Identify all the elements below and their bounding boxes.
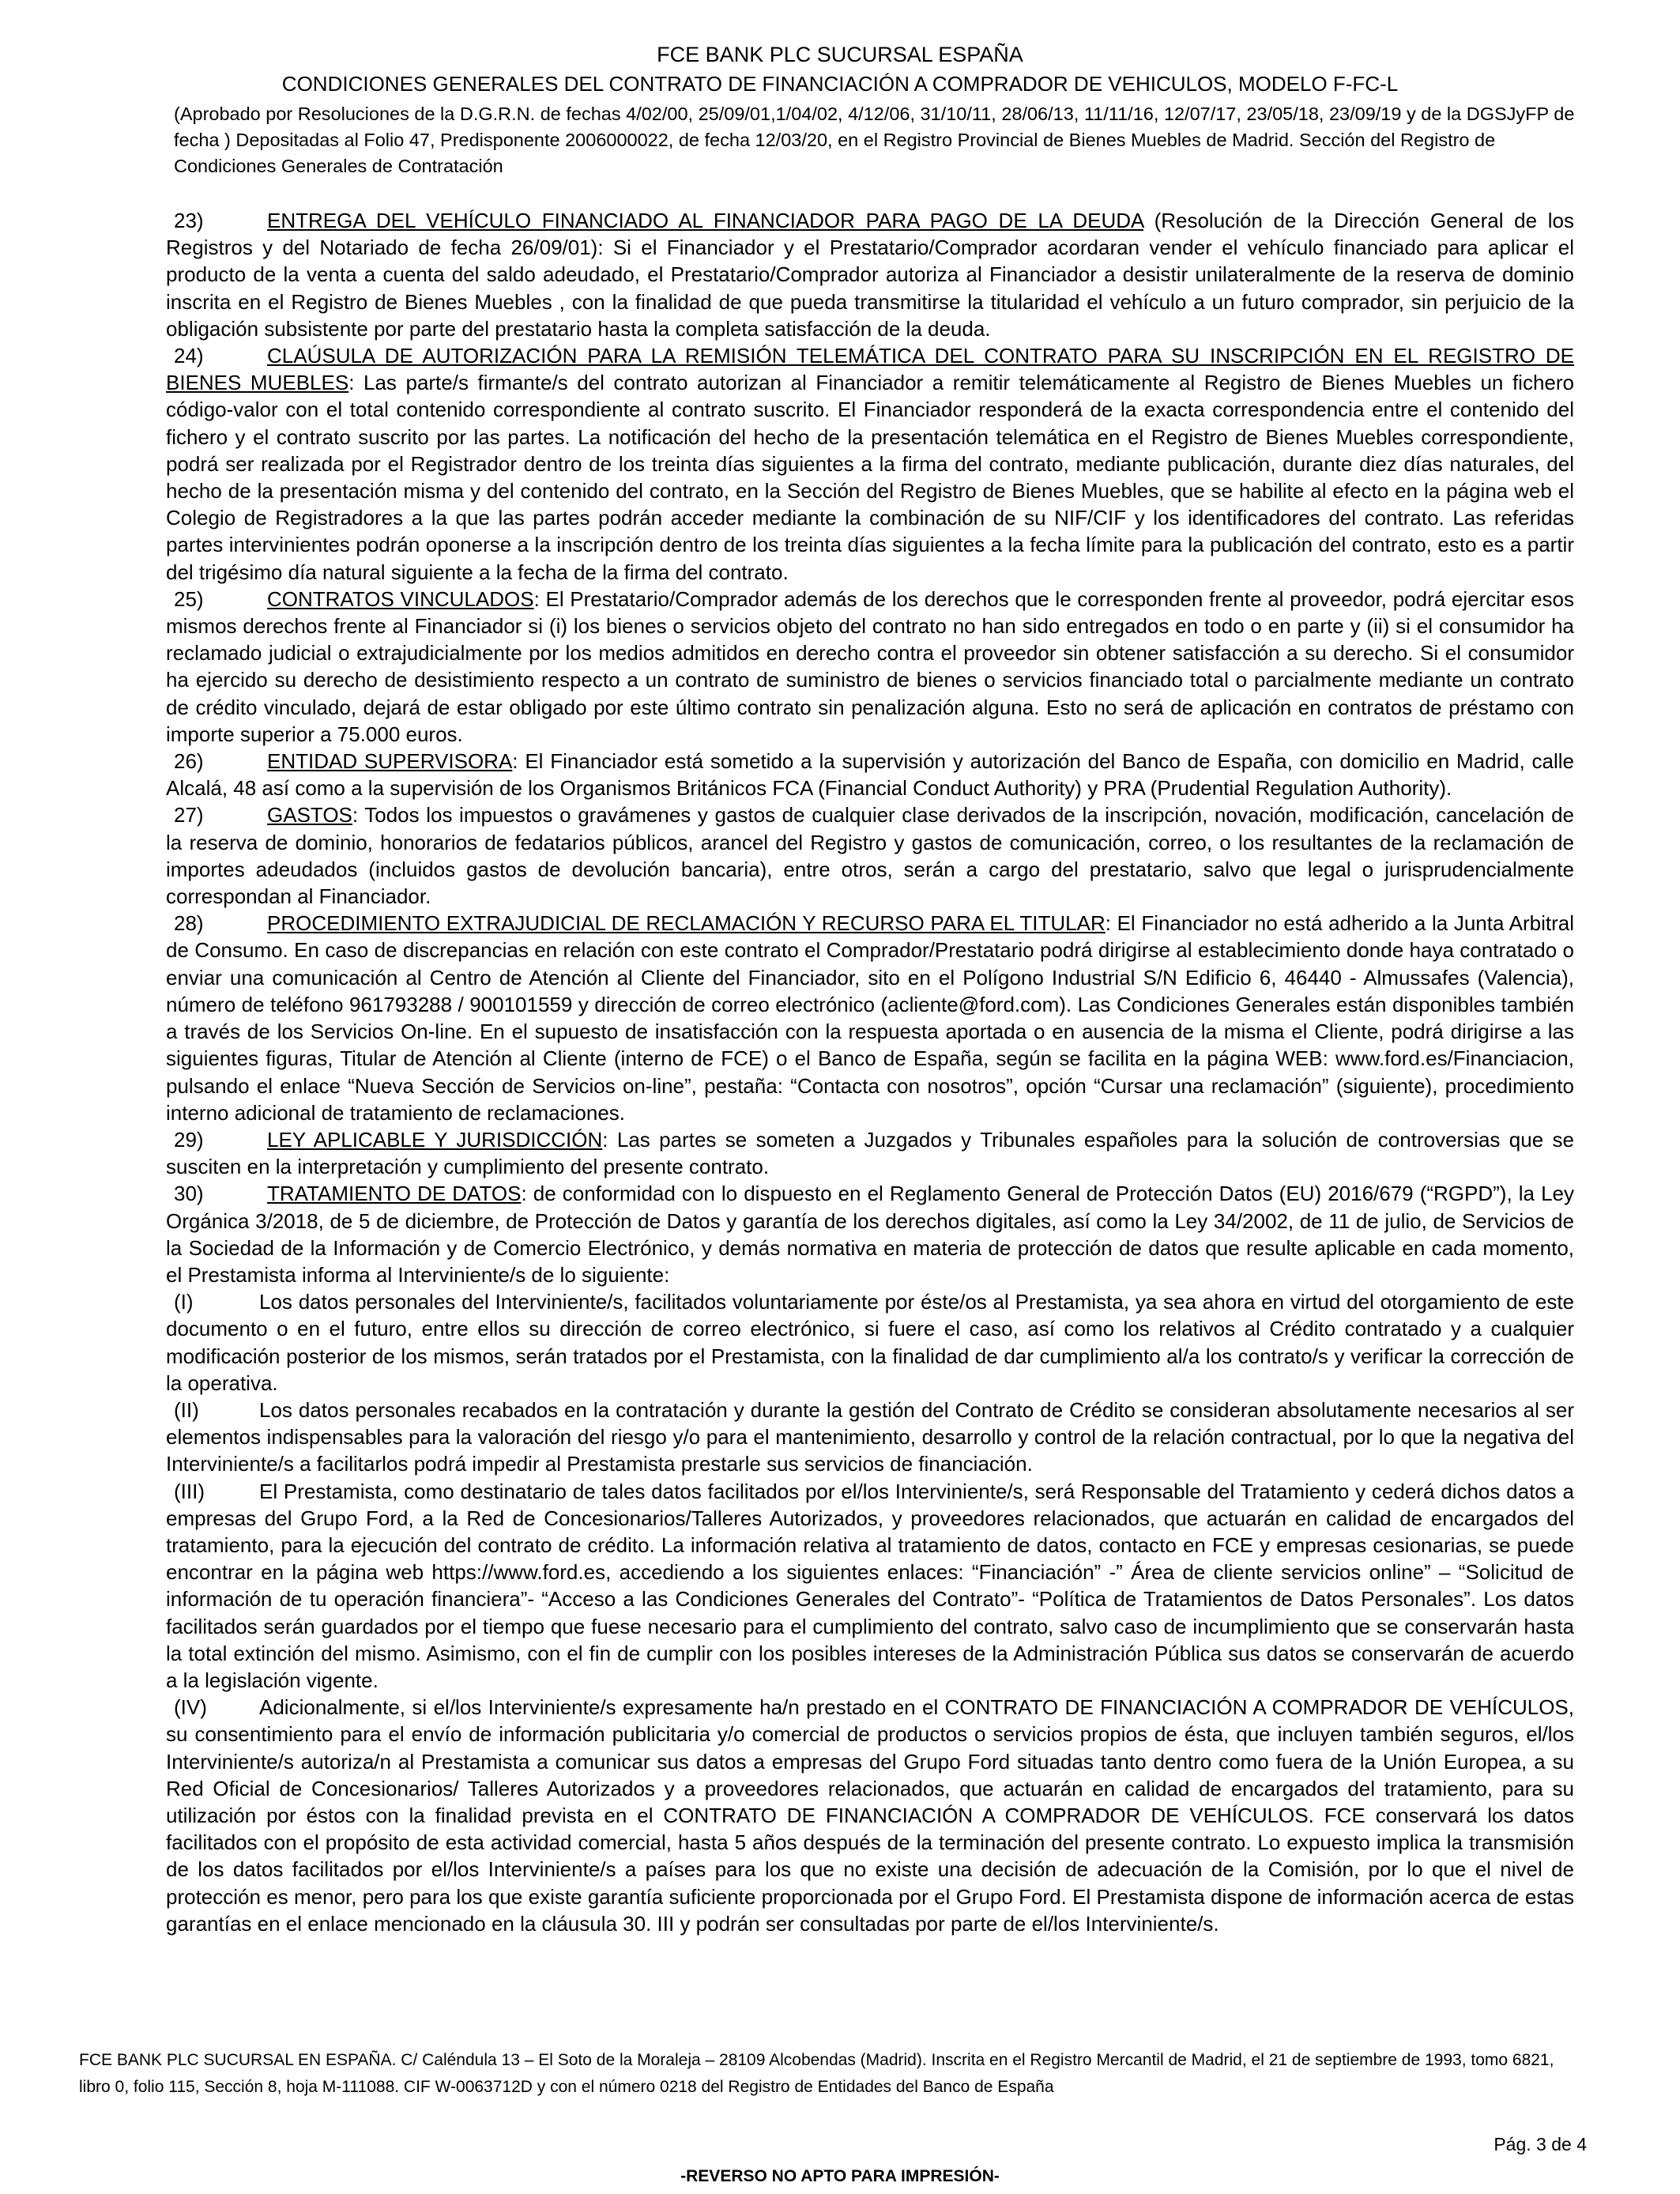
subclause-number: (I)	[174, 1290, 194, 1314]
document-subtitle: CONDICIONES GENERALES DEL CONTRATO DE FINANCIACIÓN A COMPRADOR DE VEHICULOS, MODELO F-FC-L	[281, 72, 1399, 96]
subclause-i	[166, 1288, 1574, 1397]
clause-text: : de conformidad con lo dispuesto en el Reglamento General de Protección Datos (EU) 2016/679 (“RGPD”), la Ley Orgánica 3/2018, de 5 de diciembre, de Protección de Datos y garantía de los derechos digitales, así como la Ley 34/2002, de 11 de julio, de Servicios de la Sociedad de la Información y de Comercio Electrónico, y demás normativa en materia de protección de datos que resulte aplicable en cada momento, el Prestamista informa al Interviniente/s de lo siguiente:	[166, 1182, 1575, 1287]
clause-26	[166, 748, 1574, 801]
clause-number: 26)	[174, 749, 204, 774]
clause-title: PROCEDIMIENTO EXTRAJUDICIAL DE RECLAMACIÓN Y RECURSO PARA EL TITULAR	[267, 911, 1106, 936]
subclause-text: Los datos personales recabados en la contratación y durante la gestión del Contrato de Crédito se consideran absolutamente necesarios al ser elementos indispensables para la valoración del riesgo y/o para el mantenimiento, desarrollo y control de la relación contractual, por lo que la negativa del Interviniente/s a facilitarlos podrá impedir al Prestamista prestarle sus servicios de financiación.	[166, 1397, 1574, 1476]
subclause-text: Adicionalmente, si el/los Interviniente/s expresamente ha/n prestado en el CONTRATO DE FINANCIACIÓN A COMPRADOR DE VEHÍCULOS, su consentimiento para el envío de información publicitaria y/o comercial de productos o servicios propios de ésta, que incluyen también seguros, el/los Interviniente/s autoriza/n al Prestamista a comunicar sus datos a empresas del Grupo Ford situadas tanto dentro como fuera de la Unión Europea, a su Red Oficial de Concesionarios/ Talleres Autorizados y a proveedores relacionados, que actuarán en calidad de encargados del tratamiento, para su utilización por éstos con la finalidad prevista en el CONTRATO DE FINANCIACIÓN A COMPRADOR DE VEHÍCULOS. FCE conservará los datos facilitados con el propósito de esta actividad comercial, hasta 5 años después de la terminación del presente contrato. Lo expuesto implica la transmisión de los datos facilitados por el/los Interviniente/s a países para los que no existe una decisión de adecuación de la Comisión, por lo que el nivel de protección es menor, pero para los que existe garantía suficiente proporcionada por el Grupo Ford. El Prestamista dispone de información acerca de estas garantías en el enlace mencionado en la cláusula 30. III y podrán ser consultadas por parte de el/los Interviniente/s.	[166, 1695, 1574, 1936]
clause-number: 29)	[174, 1127, 204, 1152]
subclause-iv	[166, 1694, 1574, 1937]
clause-number: 28)	[174, 911, 204, 936]
clauses-body	[166, 207, 1574, 1937]
clause-number: 25)	[174, 586, 204, 611]
subclause-number: (II)	[174, 1397, 199, 1422]
clause-title: CONTRATOS VINCULADOS	[267, 586, 534, 611]
subclause-text: El Prestamista, como destinatario de tales datos facilitados por el/los Interviniente/s, será Responsable del Tratamiento y cederá dichos datos a empresas del Grupo Ford, a la Red de Concesionarios/Talleres Autorizados, y proveedores relacionados, que actuarán en calidad de encargados del tratamiento, para la ejecución del contrato de crédito. La información relativa al tratamiento de datos, contacto en FCE y empresas cesionarias, se puede encontrar en la página web https://www.ford.es, accediendo a los siguientes enlaces: “Financiación” -” Área de cliente servicios online” – “Solicitud de información de tu operación financiera”- “Acceso a las Condiciones Generales del Contrato”- “Política de Tratamientos de Datos Personales”. Los datos facilitados serán guardados por el tiempo que fuese necesario para el cumplimiento del contrato, salvo caso de incumplimiento que se conservarán hasta la total extinción del mismo. Asimismo, con el fin de cumplir con los posibles intereses de la Administración Pública sus datos se conservarán de acuerdo a la legislación vigente.	[166, 1479, 1574, 1692]
document-title: FCE BANK PLC SUCURSAL ESPAÑA	[657, 43, 1023, 66]
clause-text: : Las partes se someten a Juzgados y Tribunales españoles para la solución de controversias que se susciten en la interpretación y cumplimiento del presente contrato.	[166, 1127, 1574, 1179]
clause-title: GASTOS	[267, 803, 352, 827]
clause-title: CLAÚSULA DE AUTORIZACIÓN PARA LA REMISIÓN TELEMÁTICA DEL CONTRATO PARA SU INSCRIPCIÓN EN EL REGISTRO DE BIENES MUEBLES	[166, 344, 1574, 395]
clause-number: 23)	[174, 209, 204, 232]
subclause-text: Los datos personales del Interviniente/s, facilitados voluntariamente por éste/os al Prestamista, ya sea ahora en virtud del otorgamiento de este documento o en el futuro, entre ellos su dirección de correo electrónico, si fuere el caso, así como los relativos al Crédito contratado y a cualquier modificación posterior de los mismos, serán tratados por el Prestamista, con la finalidad de dar cumplimiento al/a los contrato/s y verificar la corrección de la operativa.	[166, 1290, 1574, 1395]
subclause-number: (III)	[174, 1479, 205, 1503]
clause-23	[166, 207, 1574, 342]
clause-number: 27)	[174, 803, 204, 827]
approval-note: (Aprobado por Resoluciones de la D.G.R.N. de fechas 4/02/00, 25/09/01,1/04/02, 4/12/06, 31/10/11, 28/06/13, 11/11/16, 12/07/17, 23/05/18, 23/09/19 y de la DGSJyFP de fecha ) Depositadas al Folio 47, Predisponente 2006000022, de fecha 12/03/20, en el Registro Provincial de Bienes Muebles de Madrid. Sección del Registro de Condiciones Generales de Contratación	[174, 104, 1575, 176]
clause-text: : Todos los impuestos o gravámenes y gastos de cualquier clase derivados de la inscripción, novación, modificación, cancelación de la reserva de dominio, honorarios de fedatarios públicos, arancel del Registro y gastos de comunicación, correo, o los resultantes de la reclamación de importes adeudados (incluidos gastos de devolución bancaria), entre otros, serán a cargo del prestatario, salvo que legal o jurisprudencialmente correspondan al Financiador.	[166, 803, 1574, 909]
clause-title: LEY APLICABLE Y JURISDICCIÓN	[267, 1127, 603, 1152]
clause-27	[166, 801, 1574, 910]
subclause-ii	[166, 1397, 1574, 1478]
clause-text: : El Financiador está sometido a la supervisión y autorización del Banco de España, con domicilio en Madrid, calle Alcalá, 48 así como a la supervisión de los Organismos Británicos FCA (Financial Conduct Authority) y PRA (Prudential Regulation Authority).	[166, 749, 1574, 801]
clause-number: 24)	[174, 344, 204, 368]
clause-24	[166, 342, 1574, 586]
clause-title: TRATAMIENTO DE DATOS	[267, 1182, 522, 1206]
clause-25	[166, 586, 1574, 748]
clause-text: : El Financiador no está adherido a la Junta Arbitral de Consumo. En caso de discrepancias en relación con este contrato el Comprador/Prestatario podrá dirigirse al establecimiento donde haya contratado o enviar una comunicación al Centro de Atención al Cliente del Financiador, sito en el Polígono Industrial S/N Edificio 6, 46440 - Almussafes (Valencia), número de teléfono 961793288 / 900101559 y dirección de correo electrónico (acliente@ford.com). Las Condiciones Generales están disponibles también a través de los Servicios On-line. En el supuesto de insatisfacción con la respuesta aportada o en ausencia de la misma el Cliente, podrá dirigirse a las siguientes figuras, Titular de Atención al Cliente (interno de FCE) o el Banco de España, según se facilita en la página WEB: www.ford.es/Financiacion, pulsando el enlace “Nueva Sección de Servicios on-line”, pestaña: “Contacta con nosotros”, opción “Cursar una reclamación” (siguiente), procedimiento interno adicional de tratamiento de reclamaciones.	[166, 911, 1574, 1125]
page-number: Pág. 3 de 4	[1494, 2134, 1587, 2154]
clause-text: : El Prestatario/Comprador además de los derechos que le corresponden frente al proveedor, podrá ejercitar esos mismos derechos frente al Financiador si (i) los bienes o servicios objeto del contrato no han sido entregados en todo o en parte y (ii) si el consumidor ha reclamado judicial o extrajudicialmente por los medios admitidos en derecho contra el proveedor sin obtener satisfacción a su derecho. Si el consumidor ha ejercido su derecho de desistimiento respecto a un contrato de suministro de bienes o servicios financiado total o parcialmente mediante un contrato de crédito vinculado, dejará de estar obligado por este último contrato sin penalización alguna. Esto no será de aplicación en contratos de préstamo con importe superior a 75.000 euros.	[166, 586, 1574, 746]
clause-28	[166, 910, 1574, 1126]
clause-29	[166, 1126, 1574, 1180]
clause-title: ENTIDAD SUPERVISORA	[267, 749, 513, 774]
subclause-iii	[166, 1478, 1574, 1695]
company-footer: FCE BANK PLC SUCURSAL EN ESPAÑA. C/ Caléndula 13 – El Soto de la Moraleja – 28109 Alcobendas (Madrid). Inscrita en el Registro Mercantil de Madrid, el 21 de septiembre de 1993, tomo 6821, libro 0, folio 115, Sección 8, hoja M-111088. CIF W-0063712D y con el número 0218 del Registro de Entidades del Banco de España	[79, 2051, 1554, 2096]
clause-title: ENTREGA DEL VEHÍCULO FINANCIADO AL FINANCIADOR PARA PAGO DE LA DEUDA	[267, 209, 1143, 232]
clause-number: 30)	[174, 1182, 204, 1206]
subclause-number: (IV)	[174, 1695, 207, 1720]
clause-text: (Resolución de la Dirección General de los Registros y del Notariado de fecha 26/09/01): Si el Financiador y el Prestatario/Comprador acordaran vender el vehículo financiado para aplicar el producto de la venta a cuenta del saldo adeudado, el Prestatario/Comprador autoriza al Financiador a desistir unilateralmente de la reserva de dominio inscrita en el Registro de Bienes Muebles , con la finalidad de que pueda transmitirse la titularidad el vehículo a un futuro comprador, sin perjuicio de la obligación subsistente por parte del prestatario hasta la completa satisfacción de la deuda.	[166, 209, 1574, 341]
print-notice: -REVERSO NO APTO PARA IMPRESIÓN-	[680, 2167, 1000, 2185]
clause-text: : Las parte/s firmante/s del contrato autorizan al Financiador a remitir telemáticamente al Registro de Bienes Muebles un fichero código-valor con el total contenido correspondiente al contrato suscrito. El Financiador responderá de la exacta correspondencia entre el contenido del fichero y el contrato suscrito por las partes. La notificación del hecho de la presentación telemática en el Registro de Bienes Muebles correspondiente, podrá ser realizada por el Registrador dentro de los treinta días siguientes a la firma del contrato, mediante publicación, durante diez días naturales, del hecho de la presentación misma y del contenido del contrato, en la Sección del Registro de Bienes Muebles, que se habilite al efecto en la página web el Colegio de Registradores a la que las partes podrán acceder mediante la combinación de su NIF/CIF y los identificadores del contrato. Las referidas partes intervinientes podrán oponerse a la inscripción dentro de los treinta días siguientes a la fecha límite para la publicación del contrato, esto es a partir del trigésimo día natural siguiente a la fecha de la firma del contrato.	[166, 371, 1574, 584]
clause-30	[166, 1180, 1574, 1288]
